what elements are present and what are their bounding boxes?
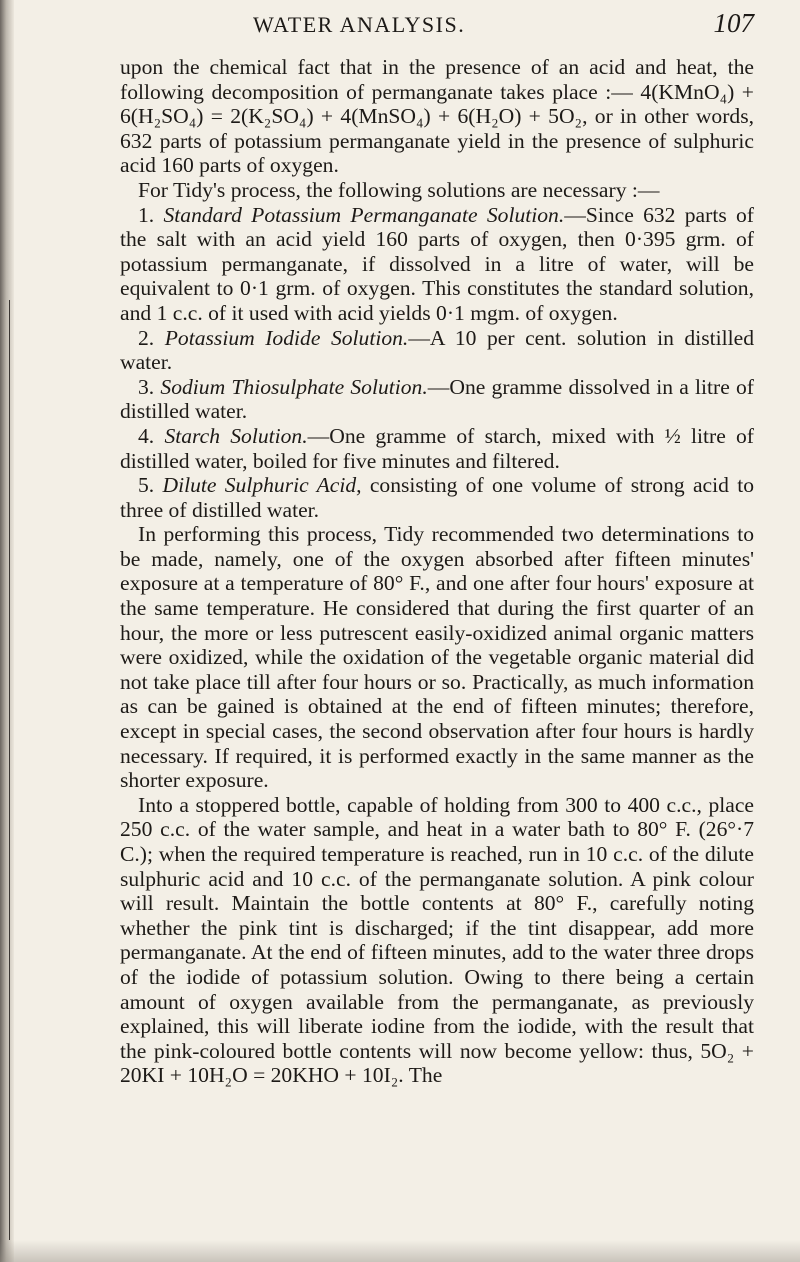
paragraph-continuation: upon the chemical fact that in the presence of an acid and heat, the following decomposition of permanganate takes place :— 4(KMnO₄) + 6(H₂SO₄) = 2(K₂SO₄) + 4(MnSO₄) + 6(H₂O) + 5O₂, or in other words, 632 parts of potassium permanganate yield in the presence of sulphuric acid 160 parts of oxygen. <box>120 55 754 178</box>
page-header <box>120 8 754 42</box>
page-bottom-shadow <box>0 1240 800 1262</box>
item-title: Dilute Sulphuric Acid, <box>162 473 362 498</box>
paragraph-solutions-intro: For Tidy's process, the following solutions are necessary :— <box>138 177 660 202</box>
list-item-starch <box>120 424 754 473</box>
list-item-dilute-sulphuric <box>120 473 754 522</box>
page-gutter-shadow <box>0 0 14 1262</box>
item-title: Standard Potassium Permanganate Solution. <box>163 202 565 227</box>
paragraph-procedure: Into a stoppered bottle, capable of holding from 300 to 400 c.c., place 250 c.c. of the water sample, and heat in a water bath to 80° F. (26°·7 C.); when the required temperature is reached, run in 10 c.c. of the dilute sulphuric acid and 10 c.c. of the permanganate solution. A pink colour will result. Maintain the bottle contents at 80° F., carefully noting whether the pink tint is discharged; if the tint disappear, add more permanganate. At the end of fifteen minutes, add to the water three drops of the iodide of potassium solution. Owing to there being a certain amount of oxygen available from the permanganate, as previously explained, this will liberate iodine from the iodide, with the result that the pink-coloured bottle contents will now become yellow: thus, 5O₂ + 20KI + 10H₂O = 20KHO + 10I₂. The <box>120 792 754 1088</box>
item-number: 2. <box>138 325 155 350</box>
item-text: —One gramme of starch, mixed with ½ litre of distilled water, boiled for five minutes and filtered. <box>120 423 754 473</box>
item-text: —A 10 per cent. solution in distilled water. <box>120 325 754 375</box>
item-number: 4. <box>138 423 155 448</box>
running-head: WATER ANALYSIS. <box>253 12 466 37</box>
page-body <box>120 55 754 1088</box>
binding-edge-line <box>9 300 10 1240</box>
paragraph-determinations: In performing this process, Tidy recommended two determinations to be made, namely, one of the oxygen absorbed after fifteen minutes' exposure at a temperature of 80° F., and one after four hours' exposure at the same temperature. He considered that during the first quarter of an hour, the more or less putrescent easily-oxidized animal organic matters were oxidized, while the oxidation of the vegetable organic material did not take place till after four hours or so. Practically, as much information as can be gained is obtained at the end of fifteen minutes; therefore, except in special cases, the second observation after four hours is hardly necessary. If required, it is performed exactly in the same manner as the shorter exposure. <box>120 522 754 793</box>
list-item-standard-permanganate <box>120 203 754 326</box>
item-number: 5. <box>138 473 155 498</box>
list-item-sodium-thiosulphate <box>120 375 754 424</box>
item-number: 3. <box>138 374 155 399</box>
item-title: Sodium Thiosulphate Solution. <box>160 374 428 399</box>
page-number: 107 <box>713 8 754 38</box>
item-text: —Since 632 parts of the salt with an acid yield 160 parts of oxygen, then 0·395 grm. of potassium permanganate, if dissolved in a litre of water, will be equivalent to 0·1 grm. of oxygen. This constitutes the standard solution, and 1 c.c. of it used with acid yields 0·1 mgm. of oxygen. <box>120 202 755 325</box>
item-title: Potassium Iodide Solution. <box>164 325 409 350</box>
item-text: —One gramme dissolved in a litre of distilled water. <box>120 374 754 424</box>
item-title: Starch Solution. <box>164 423 308 448</box>
item-text: consisting of one volume of strong acid to three of distilled water. <box>120 473 754 522</box>
list-item-potassium-iodide <box>120 326 754 375</box>
item-number: 1. <box>138 202 155 227</box>
